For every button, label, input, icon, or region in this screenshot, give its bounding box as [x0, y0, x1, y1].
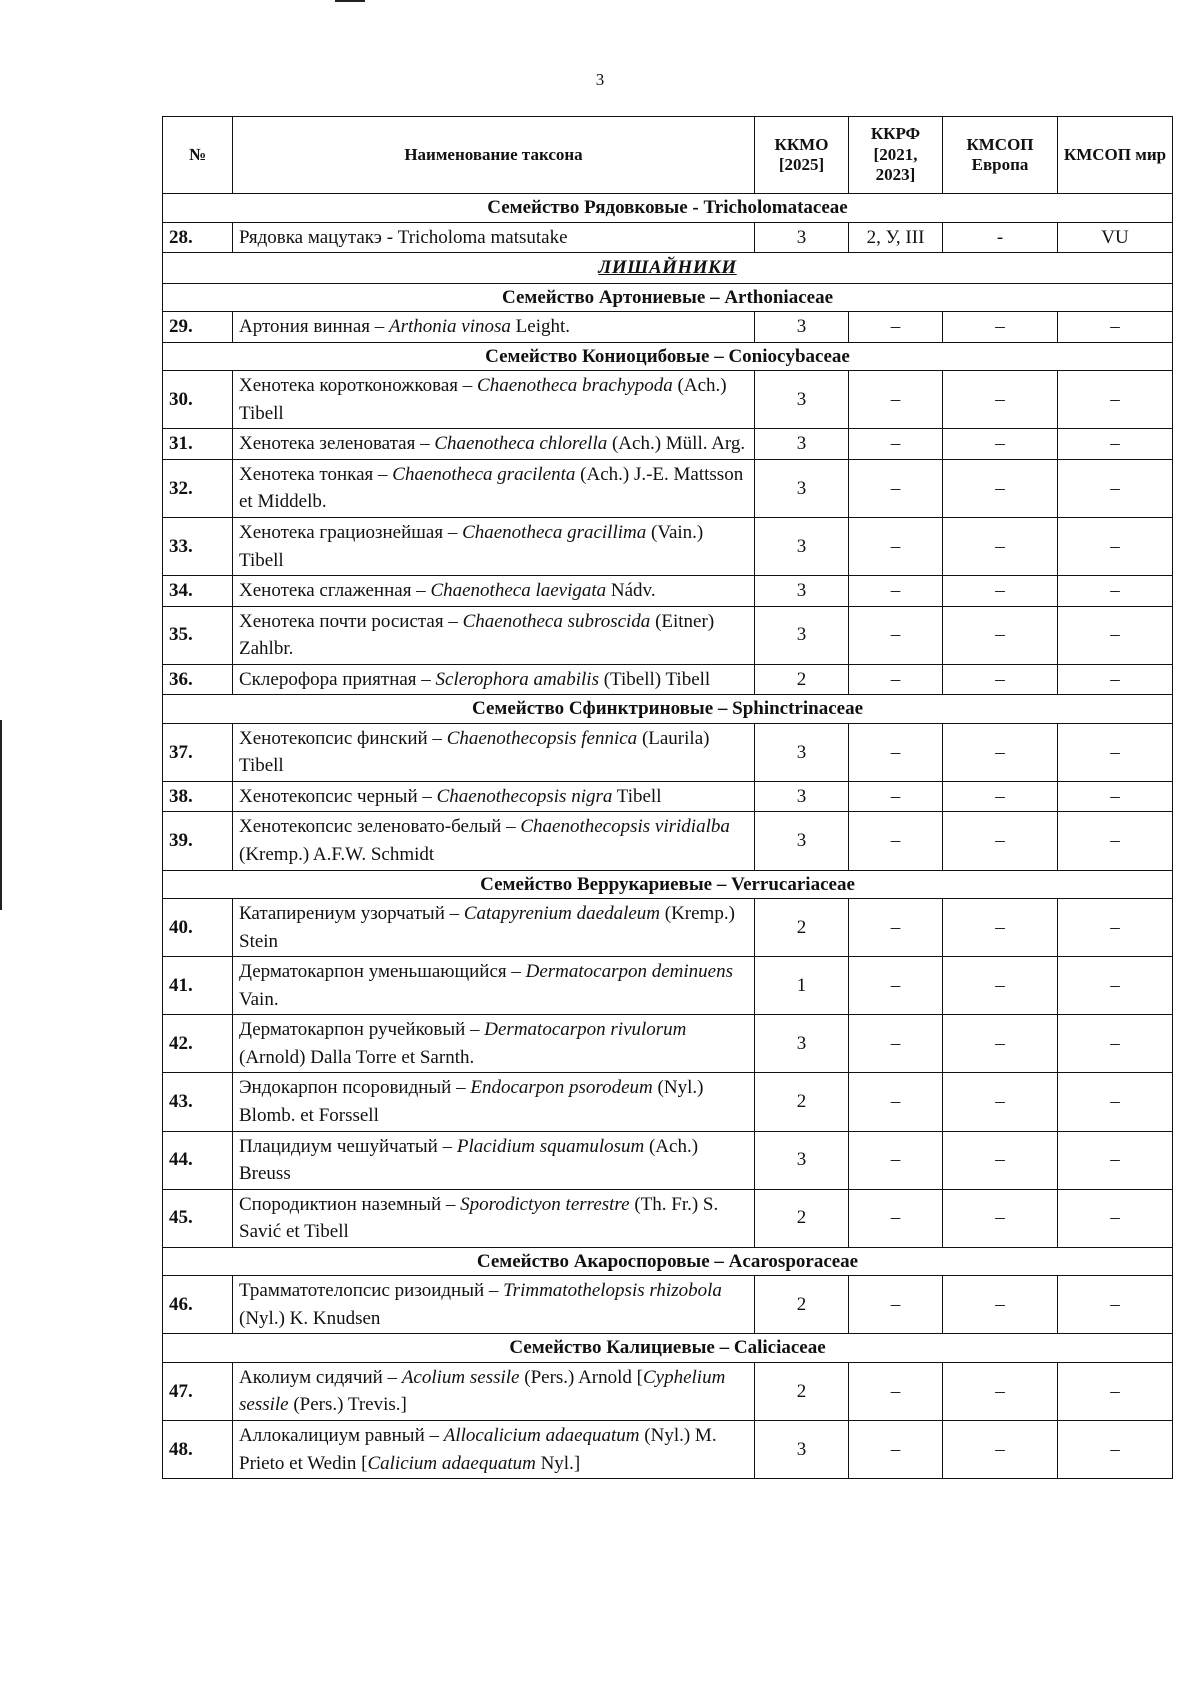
name-author: (Vain.) Tibell [239, 522, 704, 571]
table-row [163, 312, 1173, 343]
family-heading: Семейство Акароспоровые – Acarosporaceae [163, 1247, 1173, 1276]
kkmo-category: 3 [755, 1131, 849, 1189]
family-row [163, 1247, 1173, 1276]
table-row [163, 518, 1173, 576]
row-number: 44. [163, 1131, 233, 1189]
taxon-name [233, 664, 755, 695]
table-row [163, 606, 1173, 664]
taxon-name [233, 723, 755, 781]
table-row [163, 899, 1173, 957]
name-russian: Хенотека зеленоватая – [239, 433, 435, 455]
kmsop-world-category: – [1058, 606, 1173, 664]
name-author: (Ach.) Tibell [239, 375, 727, 424]
name-latin: Placidium squamulosum [456, 1135, 645, 1157]
kkmo-category: 3 [755, 429, 849, 460]
taxon-name [233, 1015, 755, 1073]
table-row [163, 957, 1173, 1015]
taxon-name [233, 222, 755, 253]
family-heading: Семейство Артониевые – Arthoniaceae [163, 283, 1173, 312]
name-author-synonym: (Pers.) Trevis.] [288, 1394, 407, 1416]
kmsop-world-category: – [1058, 371, 1173, 429]
kmsop-europe-category: – [943, 606, 1058, 664]
header-name: Наименование таксона [233, 117, 755, 194]
header-kkrf: ККРФ [2021, 2023] [849, 117, 943, 194]
name-author: (Nyl.) M. Prieto et Wedin [ [239, 1424, 717, 1474]
kmsop-world-category: – [1058, 1073, 1173, 1131]
row-number: 35. [163, 606, 233, 664]
row-number: 32. [163, 459, 233, 517]
kmsop-europe-category: – [943, 812, 1058, 870]
taxon-name [233, 576, 755, 607]
name-author: (Ach.) J.-E. Mattsson et Middelb. [239, 463, 744, 513]
kmsop-europe-category: - [943, 222, 1058, 253]
name-latin: Chaenotheca gracilenta [392, 463, 576, 485]
name-author: (Ach.) Müll. Arg. [607, 433, 746, 455]
row-number: 30. [163, 371, 233, 429]
kkrf-category: – [849, 371, 943, 429]
kkrf-category: – [849, 1131, 943, 1189]
kmsop-world-category: – [1058, 312, 1173, 343]
name-author: (Tibell) Tibell [598, 668, 711, 690]
kmsop-europe-category: – [943, 1073, 1058, 1131]
name-latin: Arthonia vinosa [389, 316, 511, 338]
name-russian: Трамматотелопсис ризоидный – [239, 1280, 504, 1302]
table-row [163, 1362, 1173, 1420]
name-latin: Dermatocarpon rivulorum [484, 1019, 687, 1041]
section-row [163, 253, 1173, 284]
taxon-name [233, 1189, 755, 1247]
name-author: (Kremp.) Stein [239, 903, 735, 952]
name-author: Leight. [510, 316, 571, 338]
name-russian: Аллокалициум равный – [239, 1424, 444, 1446]
kmsop-europe-category: – [943, 1131, 1058, 1189]
family-row [163, 695, 1173, 724]
table-row [163, 459, 1173, 517]
row-number: 40. [163, 899, 233, 957]
kkmo-category: 2 [755, 899, 849, 957]
kkmo-category: 3 [755, 576, 849, 607]
kkrf-category: – [849, 1420, 943, 1478]
kmsop-world-category: – [1058, 429, 1173, 460]
header-num: № [163, 117, 233, 194]
name-russian: Хенотека почти росистая – [239, 610, 463, 632]
name-latin: Chaenotheca chlorella [434, 433, 608, 455]
name-russian: Спородиктион наземный – [239, 1193, 461, 1215]
table-row [163, 1189, 1173, 1247]
kkmo-category: 3 [755, 606, 849, 664]
kkmo-category: 3 [755, 1015, 849, 1073]
name-latin-synonym: Cyphelium sessile [239, 1366, 726, 1416]
name-russian: Дерматокарпон ручейковый – [239, 1019, 485, 1041]
name-russian: Хенотекопсис зеленовато-белый – [239, 816, 521, 838]
kkmo-category: 2 [755, 1276, 849, 1334]
family-heading: Семейство Кониоцибовые – Coniocybaceae [163, 342, 1173, 371]
name-russian: Аколиум сидячий – [239, 1366, 402, 1388]
kmsop-world-category: – [1058, 1189, 1173, 1247]
taxon-name [233, 957, 755, 1015]
taxon-name [233, 518, 755, 576]
table-row [163, 1015, 1173, 1073]
kkrf-category: – [849, 1015, 943, 1073]
name-russian: Хенотекопсис черный – [239, 785, 437, 807]
name-latin: Chaenotheca brachypoda [477, 375, 673, 397]
name-author: (Arnold) Dalla Torre et Sarnth. [239, 1046, 475, 1068]
kkmo-category: 3 [755, 812, 849, 870]
taxon-name [233, 1362, 755, 1420]
row-number: 31. [163, 429, 233, 460]
header-kkmo: ККМО [2025] [755, 117, 849, 194]
kkmo-category: 3 [755, 222, 849, 253]
kmsop-europe-category: – [943, 899, 1058, 957]
family-row [163, 342, 1173, 371]
name-latin: Allocalicium adaequatum [443, 1424, 640, 1446]
name-latin: Catapyrenium daedaleum [463, 903, 660, 925]
kkrf-category: – [849, 518, 943, 576]
name-latin: Chaenothecopsis nigra [436, 785, 613, 807]
name-russian: Рядовка мацутакэ - Tricholoma matsutake [239, 226, 568, 248]
row-number: 48. [163, 1420, 233, 1478]
kmsop-world-category: – [1058, 899, 1173, 957]
name-latin: Chaenothecopsis fennica [446, 727, 638, 749]
row-number: 42. [163, 1015, 233, 1073]
kkrf-category: – [849, 723, 943, 781]
kkrf-category: 2, У, III [849, 222, 943, 253]
scan-artifact-top [335, 0, 365, 2]
family-heading: Семейство Веррукариевые – Verrucariaceae [163, 870, 1173, 899]
name-author: (Ach.) Breuss [239, 1135, 699, 1185]
kmsop-world-category: – [1058, 723, 1173, 781]
kmsop-europe-category: – [943, 371, 1058, 429]
kkmo-category: 3 [755, 312, 849, 343]
table-row [163, 664, 1173, 695]
name-latin: Chaenotheca subroscida [462, 610, 651, 632]
kmsop-world-category: – [1058, 518, 1173, 576]
kmsop-world-category: – [1058, 1131, 1173, 1189]
name-latin: Acolium sessile [401, 1366, 520, 1388]
section-heading: ЛИШАЙНИКИ [163, 253, 1173, 284]
red-book-table [162, 116, 1173, 1479]
name-author: Tibell [612, 785, 662, 807]
kmsop-world-category: – [1058, 1362, 1173, 1420]
kkrf-category: – [849, 606, 943, 664]
taxon-name [233, 781, 755, 812]
name-russian: Хенотекопсис финский – [239, 727, 447, 749]
row-number: 28. [163, 222, 233, 253]
taxon-name [233, 371, 755, 429]
name-author: Nádv. [606, 580, 656, 602]
row-number: 37. [163, 723, 233, 781]
table-row [163, 1420, 1173, 1478]
name-latin-synonym: Calicium adaequatum [367, 1452, 536, 1474]
table-row [163, 781, 1173, 812]
kmsop-europe-category: – [943, 664, 1058, 695]
taxon-name [233, 1420, 755, 1478]
name-latin: Sporodictyon terrestre [460, 1193, 630, 1215]
table-row [163, 576, 1173, 607]
kmsop-europe-category: – [943, 957, 1058, 1015]
name-author: Vain. [239, 988, 279, 1010]
kkrf-category: – [849, 312, 943, 343]
name-latin: Dermatocarpon deminuens [525, 961, 734, 983]
name-author: (Th. Fr.) S. Savić et Tibell [239, 1193, 719, 1243]
kmsop-europe-category: – [943, 312, 1058, 343]
table-body [163, 194, 1173, 1479]
kkrf-category: – [849, 1362, 943, 1420]
row-number: 34. [163, 576, 233, 607]
row-number: 43. [163, 1073, 233, 1131]
kkmo-category: 2 [755, 1362, 849, 1420]
taxon-name [233, 1276, 755, 1334]
kkrf-category: – [849, 1276, 943, 1334]
kkrf-category: – [849, 812, 943, 870]
taxon-name [233, 812, 755, 870]
kmsop-europe-category: – [943, 1276, 1058, 1334]
kmsop-world-category: – [1058, 1015, 1173, 1073]
kmsop-europe-category: – [943, 1362, 1058, 1420]
kkrf-category: – [849, 781, 943, 812]
table-row [163, 429, 1173, 460]
row-number: 33. [163, 518, 233, 576]
page-number: 3 [595, 70, 605, 89]
kkrf-category: – [849, 576, 943, 607]
kkrf-category: – [849, 429, 943, 460]
kmsop-europe-category: – [943, 459, 1058, 517]
kkrf-category: – [849, 1189, 943, 1247]
taxon-name [233, 429, 755, 460]
kkmo-category: 3 [755, 459, 849, 517]
kkmo-category: 2 [755, 664, 849, 695]
family-row [163, 283, 1173, 312]
kkmo-category: 3 [755, 723, 849, 781]
name-author: (Kremp.) A.F.W. Schmidt [239, 844, 435, 866]
family-heading: Семейство Рядовковые - Tricholomataceae [163, 194, 1173, 223]
kkmo-category: 1 [755, 957, 849, 1015]
kkmo-category: 3 [755, 1420, 849, 1478]
row-number: 29. [163, 312, 233, 343]
name-author: (Pers.) Arnold [ [519, 1366, 643, 1388]
table-row [163, 812, 1173, 870]
name-russian: Хенотека тонкая – [239, 463, 393, 485]
name-russian: Катапирениум узорчатый – [239, 903, 464, 925]
table-row [163, 723, 1173, 781]
kmsop-europe-category: – [943, 1015, 1058, 1073]
name-author-synonym: Nyl.] [535, 1452, 581, 1474]
name-russian: Плацидиум чешуйчатый – [239, 1135, 457, 1157]
kmsop-world-category: – [1058, 1420, 1173, 1478]
header-kmsop-world: КМСОП мир [1058, 117, 1173, 194]
taxon-name [233, 1131, 755, 1189]
taxon-name [233, 312, 755, 343]
row-number: 39. [163, 812, 233, 870]
kmsop-world-category: – [1058, 957, 1173, 1015]
kkmo-category: 3 [755, 781, 849, 812]
kmsop-world-category: – [1058, 576, 1173, 607]
name-russian: Хенотека сглаженная – [239, 580, 431, 602]
taxon-name [233, 606, 755, 664]
name-latin: Chaenothecopsis viridialba [520, 816, 730, 838]
kmsop-europe-category: – [943, 1189, 1058, 1247]
kkmo-category: 2 [755, 1189, 849, 1247]
name-latin: Chaenotheca laevigata [430, 580, 607, 602]
kmsop-europe-category: – [943, 429, 1058, 460]
kmsop-world-category: – [1058, 459, 1173, 517]
name-latin: Chaenotheca gracillima [462, 522, 647, 544]
family-heading: Семейство Калициевые – Caliciaceae [163, 1334, 1173, 1363]
table-row [163, 222, 1173, 253]
kmsop-world-category: – [1058, 1276, 1173, 1334]
kmsop-europe-category: – [943, 1420, 1058, 1478]
kmsop-world-category: – [1058, 812, 1173, 870]
name-author: (Nyl.) Blomb. et Forssell [239, 1077, 704, 1126]
kkmo-category: 3 [755, 518, 849, 576]
kkrf-category: – [849, 459, 943, 517]
name-russian: Эндокарпон псоровидный – [239, 1077, 471, 1099]
row-number: 45. [163, 1189, 233, 1247]
kmsop-europe-category: – [943, 518, 1058, 576]
kkrf-category: – [849, 957, 943, 1015]
kmsop-europe-category: – [943, 723, 1058, 781]
family-row [163, 1334, 1173, 1363]
name-author: (Laurila) Tibell [239, 727, 710, 777]
family-row [163, 870, 1173, 899]
name-latin: Trimmatothelopsis rhizobola [503, 1280, 722, 1302]
row-number: 41. [163, 957, 233, 1015]
taxon-name [233, 899, 755, 957]
table-row [163, 1131, 1173, 1189]
kkmo-category: 2 [755, 1073, 849, 1131]
name-russian: Хенотека коротконожковая – [239, 375, 478, 397]
name-latin: Sclerophora amabilis [435, 668, 599, 690]
name-russian: Склерофора приятная – [239, 668, 436, 690]
row-number: 47. [163, 1362, 233, 1420]
name-russian: Дерматокарпон уменьшающийся – [239, 961, 526, 983]
table-row [163, 371, 1173, 429]
name-author: (Eitner) Zahlbr. [239, 610, 715, 660]
row-number: 46. [163, 1276, 233, 1334]
kkrf-category: – [849, 899, 943, 957]
taxon-name [233, 459, 755, 517]
kmsop-europe-category: – [943, 781, 1058, 812]
row-number: 36. [163, 664, 233, 695]
kmsop-world-category: – [1058, 781, 1173, 812]
name-russian: Хенотека грациознейшая – [239, 522, 463, 544]
kmsop-world-category: VU [1058, 222, 1173, 253]
table-row [163, 1073, 1173, 1131]
taxon-name [233, 1073, 755, 1131]
kkrf-category: – [849, 1073, 943, 1131]
kmsop-world-category: – [1058, 664, 1173, 695]
name-latin: Endocarpon psorodeum [470, 1077, 653, 1099]
name-author: (Nyl.) K. Knudsen [239, 1307, 381, 1329]
name-russian: Артония винная – [239, 316, 389, 338]
table-row [163, 1276, 1173, 1334]
row-number: 38. [163, 781, 233, 812]
kmsop-europe-category: – [943, 576, 1058, 607]
scan-artifact-left [0, 720, 2, 910]
table-header-row [163, 117, 1173, 194]
family-row [163, 194, 1173, 223]
family-heading: Семейство Сфинктриновые – Sphinctrinaceae [163, 695, 1173, 724]
kkrf-category: – [849, 664, 943, 695]
kkmo-category: 3 [755, 371, 849, 429]
header-kmsop-europe: КМСОП Европа [943, 117, 1058, 194]
